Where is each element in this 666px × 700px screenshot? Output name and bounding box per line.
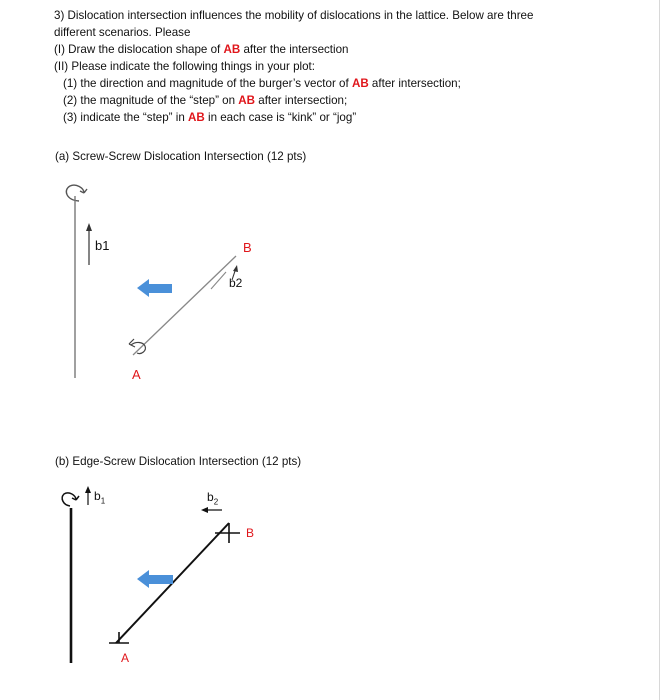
part-b-b1-sub: 1 [100,496,106,506]
b2-arrowhead [233,265,238,272]
part-b-b2-label [207,490,218,506]
sub-item-1-text: (1) the direction and magnitude of the burger’s vector of [63,77,352,90]
sub-item-1-tail: after intersection; [368,77,461,90]
part-a-b1-label: b1 [95,238,110,253]
part-b-b2-sub: 2 [213,497,219,507]
ab-highlight: AB [238,94,256,107]
screw-rotation-a-icon [131,342,145,353]
part-b-b1-base: b [94,489,101,503]
instruction-item-2: (II) Please indicate the following things in your plot: [54,60,316,73]
motion-arrow-b [137,570,173,588]
b1-arrow-b-head [85,486,91,493]
sub-item-3-tail: in each case is “kink” or “jog” [204,111,357,124]
instruction-item-1-tail: after the intersection [240,43,349,56]
ab-highlight: AB [223,43,241,56]
ab-highlight: AB [188,111,205,124]
question-line-1: 3) Dislocation intersection influences the mobility of dislocations in the lattice. Below are three [54,9,534,22]
dislocation-ab-line [133,256,236,355]
motion-arrow-a [137,279,172,297]
sub-item-2-tail: after intersection; [255,94,348,107]
sub-item-2-text: (2) the magnitude of the “step” on [63,94,239,107]
ab-highlight: AB [351,77,369,90]
b1-arrowhead [86,223,92,231]
part-a-b2-label: b2 [229,276,243,290]
b2-parallel-mark [211,272,226,289]
part-a-b-label: B [243,240,252,255]
part-b-heading: (b) Edge-Screw Dislocation Intersection (12 pts) [55,455,302,468]
part-b-a-label: A [121,651,130,665]
part-b-b1-label [94,489,105,505]
question-line-2: different scenarios. Please [54,26,191,39]
part-a-heading: (a) Screw-Screw Dislocation Intersection (12 pts) [55,150,307,163]
b2-arrow-b-head [201,507,208,513]
instruction-item-1-text: (I) Draw the dislocation shape of [54,43,224,56]
part-b-b2-base: b [207,490,214,504]
part-b-b-label: B [246,526,255,540]
part-a-a-label: A [132,367,141,382]
sub-item-3-text: (3) indicate the “step” in [63,111,189,124]
